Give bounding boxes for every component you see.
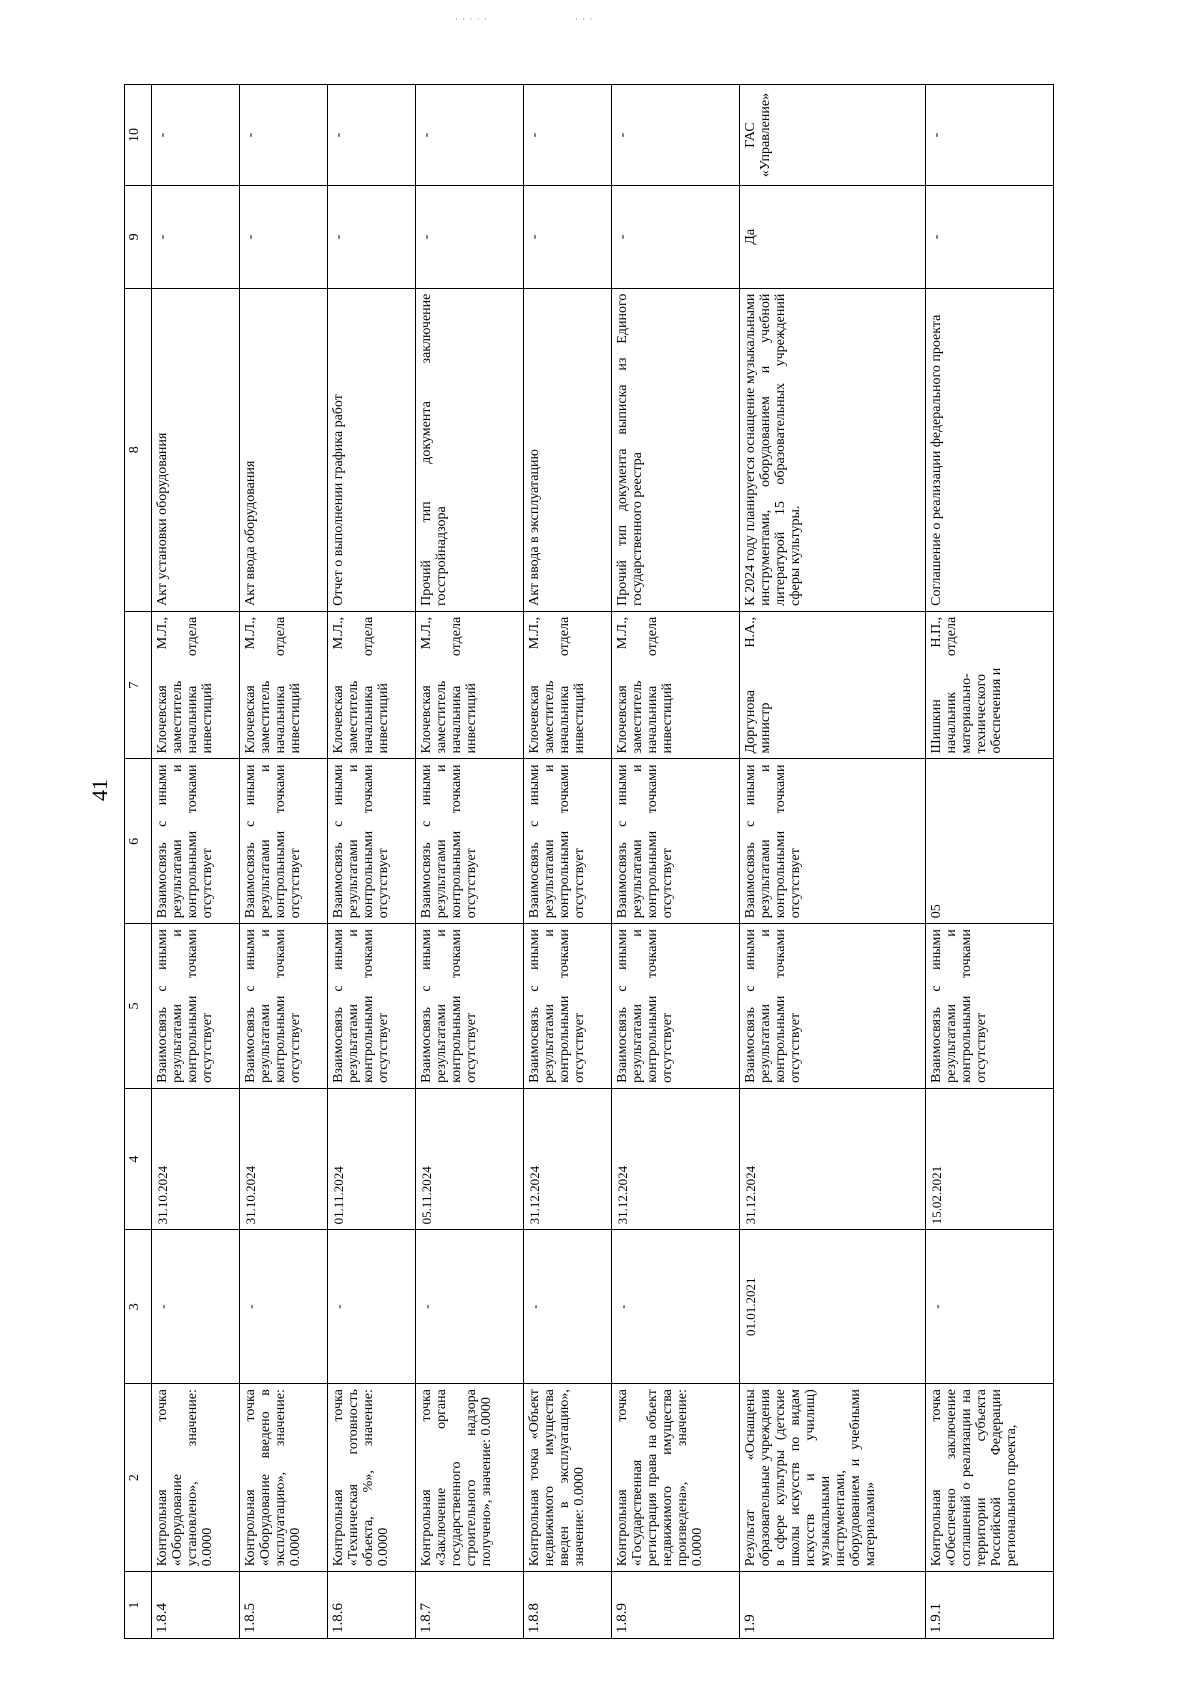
table-cell-c10: - xyxy=(524,85,612,186)
table-cell-c2: Контрольная точка «Объект недвижимого имущества введен в эксплуатацию», значение: 0.0000 xyxy=(524,1384,612,1572)
header-row xyxy=(125,85,152,1639)
table-cell-c5: Взаимосвязь с иными результатами и контрольными точками отсутствует xyxy=(612,924,740,1089)
table-cell-c5: Взаимосвязь с иными результатами и контрольными точками отсутствует xyxy=(152,924,240,1089)
table-cell-c10: - xyxy=(926,85,1054,186)
table-cell-c3: - xyxy=(926,1230,1054,1384)
table-cell-c10: ГАС «Управление» xyxy=(739,85,926,186)
col-header: 7 xyxy=(125,611,152,759)
col-header: 1 xyxy=(125,1572,152,1639)
table-cell-c3: - xyxy=(524,1230,612,1384)
table-cell-c10: - xyxy=(612,85,740,186)
table-cell-c10: - xyxy=(416,85,524,186)
table-row xyxy=(152,85,240,1639)
table-cell-c7: Доргунова Н.А., министр xyxy=(739,611,926,759)
table-cell-c7: Клочевская М.Л., заместитель начальника отдела инвестиций xyxy=(328,611,416,759)
table-cell-c6: Взаимосвязь с иными результатами и контрольными точками отсутствует xyxy=(328,759,416,924)
table-cell-c7: Клочевская М.Л., заместитель начальника отдела инвестиций xyxy=(524,611,612,759)
table-cell-c1: 1.8.6 xyxy=(328,1572,416,1639)
table-cell-c7: Клочевская М.Л., заместитель начальника отдела инвестиций xyxy=(416,611,524,759)
col-header: 5 xyxy=(125,924,152,1089)
table-cell-c10: - xyxy=(152,85,240,186)
table-cell-c3: - xyxy=(152,1230,240,1384)
table-cell-c4: 05.11.2024 xyxy=(416,1088,524,1229)
table-cell-c1: 1.8.7 xyxy=(416,1572,524,1639)
col-header: 4 xyxy=(125,1088,152,1229)
table-cell-c4: 15.02.2021 xyxy=(926,1088,1054,1229)
table-cell-c8: Акт ввода оборудования xyxy=(240,288,328,611)
scan-mark: · · · · · xyxy=(455,14,488,24)
table-cell-c4: 31.12.2024 xyxy=(612,1088,740,1229)
table-cell-c1: 1.9.1 xyxy=(926,1572,1054,1639)
table-cell-c4: 31.10.2024 xyxy=(240,1088,328,1229)
table-cell-c9: - xyxy=(416,186,524,289)
table-cell-c6: Взаимосвязь с иными результатами и контрольными точками отсутствует xyxy=(240,759,328,924)
table-cell-c8: Прочий тип документа выписка из Единого государственного реестра xyxy=(612,288,740,611)
table-cell-c7: Клочевская М.Л., заместитель начальника отдела инвестиций xyxy=(612,611,740,759)
table-cell-c1: 1.8.8 xyxy=(524,1572,612,1639)
col-header: 9 xyxy=(125,186,152,289)
table-cell-c5: Взаимосвязь с иными результатами и контрольными точками отсутствует xyxy=(524,924,612,1089)
table-cell-c1: 1.9 xyxy=(739,1572,926,1639)
plan-table xyxy=(124,84,1054,1639)
table-cell-c7: Шишкин Н.П., начальник отдела материально-технического обеспечения и xyxy=(926,611,1054,759)
col-header: 8 xyxy=(125,288,152,611)
table-row xyxy=(739,85,926,1639)
table-cell-c1: 1.8.4 xyxy=(152,1572,240,1639)
table-cell-c9: - xyxy=(240,186,328,289)
table-cell-c9: - xyxy=(612,186,740,289)
table-cell-c3: - xyxy=(240,1230,328,1384)
table-cell-c2: Контрольная точка «Заключение органа государственного строительного надзора получено», значение: 0.0000 xyxy=(416,1384,524,1572)
col-header: 2 xyxy=(125,1384,152,1572)
table-cell-c2: Контрольная точка «Обеспечено заключение соглашений о реализации на территории субъекта Российской Федерации регионального проекта, xyxy=(926,1384,1054,1572)
table-cell-c5: Взаимосвязь с иными результатами и контрольными точками отсутствует xyxy=(926,924,1054,1089)
table-cell-c3: - xyxy=(416,1230,524,1384)
table-cell-c2: Результат «Оснащены образовательные учреждения в сфере культуры (детские школы искусств по видам искусств и училищ) музыкальными инструментами, оборудованием и учебными материалами» xyxy=(739,1384,926,1572)
table-cell-c9: - xyxy=(926,186,1054,289)
table-row xyxy=(416,85,524,1639)
table-cell-c10: - xyxy=(328,85,416,186)
table-cell-c9: - xyxy=(328,186,416,289)
table-cell-c5: Взаимосвязь с иными результатами и контрольными точками отсутствует xyxy=(739,924,926,1089)
table-cell-c5: Взаимосвязь с иными результатами и контрольными точками отсутствует xyxy=(328,924,416,1089)
col-header: 6 xyxy=(125,759,152,924)
table-cell-c2: Контрольная точка «Техническая готовность объекта, %», значение: 0.0000 xyxy=(328,1384,416,1572)
table-cell-c9: - xyxy=(524,186,612,289)
table-cell-c7: Клочевская М.Л., заместитель начальника отдела инвестиций xyxy=(152,611,240,759)
table-cell-c8: Акт ввода в эксплуатацию xyxy=(524,288,612,611)
table-cell-c6: Взаимосвязь с иными результатами и контрольными точками отсутствует xyxy=(416,759,524,924)
table-cell-c3: 01.01.2021 xyxy=(739,1230,926,1384)
table-cell-c4: 31.12.2024 xyxy=(739,1088,926,1229)
table-row xyxy=(926,85,1054,1639)
table-cell-c6: Взаимосвязь с иными результатами и контрольными точками отсутствует xyxy=(152,759,240,924)
table-row xyxy=(612,85,740,1639)
scan-mark: · · · xyxy=(575,14,594,24)
table-cell-c5: Взаимосвязь с иными результатами и контрольными точками отсутствует xyxy=(416,924,524,1089)
table-cell-c1: 1.8.5 xyxy=(240,1572,328,1639)
table-cell-c8: Отчет о выполнении графика работ xyxy=(328,288,416,611)
table-cell-c10: - xyxy=(240,85,328,186)
table-cell-c9: Да xyxy=(739,186,926,289)
table-cell-c7: Клочевская М.Л., заместитель начальника отдела инвестиций xyxy=(240,611,328,759)
rotated-table-sheet xyxy=(124,84,1054,1639)
table-cell-c6: Взаимосвязь с иными результатами и контрольными точками отсутствует xyxy=(739,759,926,924)
table-cell-c8: Соглашение о реализации федерального проекта xyxy=(926,288,1054,611)
table-cell-c6: Взаимосвязь с иными результатами и контрольными точками отсутствует xyxy=(524,759,612,924)
table-cell-c2: Контрольная точка «Государственная регистрация права на объект недвижимого имущества произведена», значение: 0.0000 xyxy=(612,1384,740,1572)
table-cell-c4: 31.10.2024 xyxy=(152,1088,240,1229)
table-cell-c8: Акт установки оборудования xyxy=(152,288,240,611)
table-row xyxy=(524,85,612,1639)
table-cell-c3: - xyxy=(612,1230,740,1384)
table-cell-c1: 1.8.9 xyxy=(612,1572,740,1639)
table-cell-c2: Контрольная точка «Оборудование введено в эксплуатацию», значение: 0.0000 xyxy=(240,1384,328,1572)
table-cell-c5: Взаимосвязь с иными результатами и контрольными точками отсутствует xyxy=(240,924,328,1089)
table-cell-c8: Прочий тип документа заключение госстройнадзора xyxy=(416,288,524,611)
table-cell-c4: 31.12.2024 xyxy=(524,1088,612,1229)
col-header: 10 xyxy=(125,85,152,186)
table-row xyxy=(328,85,416,1639)
table-cell-c8: К 2024 году планируется оснащение музыкальными инструментами, оборудованием и учебной литературой 15 образовательных учреждений сферы культуры. xyxy=(739,288,926,611)
table-cell-c4: 01.11.2024 xyxy=(328,1088,416,1229)
table-cell-c6: Взаимосвязь с иными результатами и контрольными точками отсутствует xyxy=(612,759,740,924)
table-row xyxy=(240,85,328,1639)
table-cell-c6: 05 xyxy=(926,759,1054,924)
table-cell-c2: Контрольная точка «Оборудование установлено», значение: 0.0000 xyxy=(152,1384,240,1572)
table-cell-c9: - xyxy=(152,186,240,289)
page-number: 41 xyxy=(87,779,112,801)
table-cell-c3: - xyxy=(328,1230,416,1384)
col-header: 3 xyxy=(125,1230,152,1384)
